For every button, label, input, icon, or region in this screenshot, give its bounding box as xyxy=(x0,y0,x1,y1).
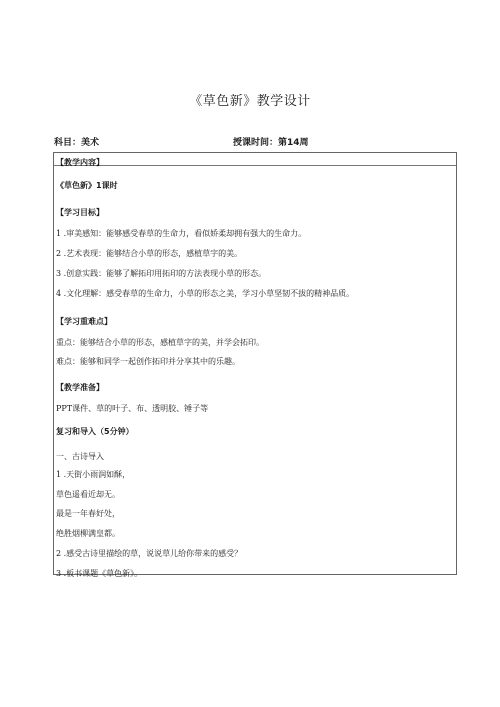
content-line: 2 .感受古诗里描绘的草，说说草儿给你带来的感受？ xyxy=(56,549,243,558)
document-title: 《草色新》教学设计 xyxy=(189,94,311,109)
content-line: 【教学准备】 xyxy=(56,383,104,392)
lesson-time-label: 授课时间：第14周 xyxy=(233,138,309,148)
content-line: 难点：能够和同学一起创作拓印并分享其中的乐趣。 xyxy=(56,357,240,366)
content-line: 【学习目标】 xyxy=(56,208,104,217)
content-line: 3 .板书课题《草色新》。 xyxy=(56,569,143,578)
content-line: 草色遥看近却无。 xyxy=(56,490,120,499)
content-line: 一、古诗导入 xyxy=(56,452,104,461)
content-line: 【教学内容】 xyxy=(56,158,104,167)
content-line: 最是一年春好处， xyxy=(56,509,120,518)
content-line: 4 .文化理解：感受春草的生命力，小草的形态之美，学习小草坚韧不拔的精神品质。 xyxy=(56,289,355,298)
content-line: 1 .天街小雨润如酥， xyxy=(56,470,131,479)
content-line: PPT课件、草的叶子、布、透明胶、锤子等 xyxy=(56,404,209,413)
content-line: 2 .艺术表现：能够结合小草的形态，感植草字的美。 xyxy=(56,249,243,258)
table-divider xyxy=(54,165,456,166)
content-line: 3 .创意实践：能够了解拓印用拓印的方法表现小草的形态。 xyxy=(56,269,267,278)
content-line: 复习和导入（5分钟） xyxy=(56,427,134,436)
subject-label: 科目：美术 xyxy=(54,138,100,148)
content-line: 绝胜烟柳满皇都。 xyxy=(56,529,120,538)
content-line: 1 .审美感知：能够感受春草的生命力，看似娇柔却拥有强大的生命力。 xyxy=(56,229,307,238)
content-line: 《草色新》1课时 xyxy=(56,181,118,190)
content-line: 【学习重难点】 xyxy=(56,317,112,326)
content-line: 重点：能够结合小草的形态，感植草字的美，并学会拓印。 xyxy=(56,338,264,347)
